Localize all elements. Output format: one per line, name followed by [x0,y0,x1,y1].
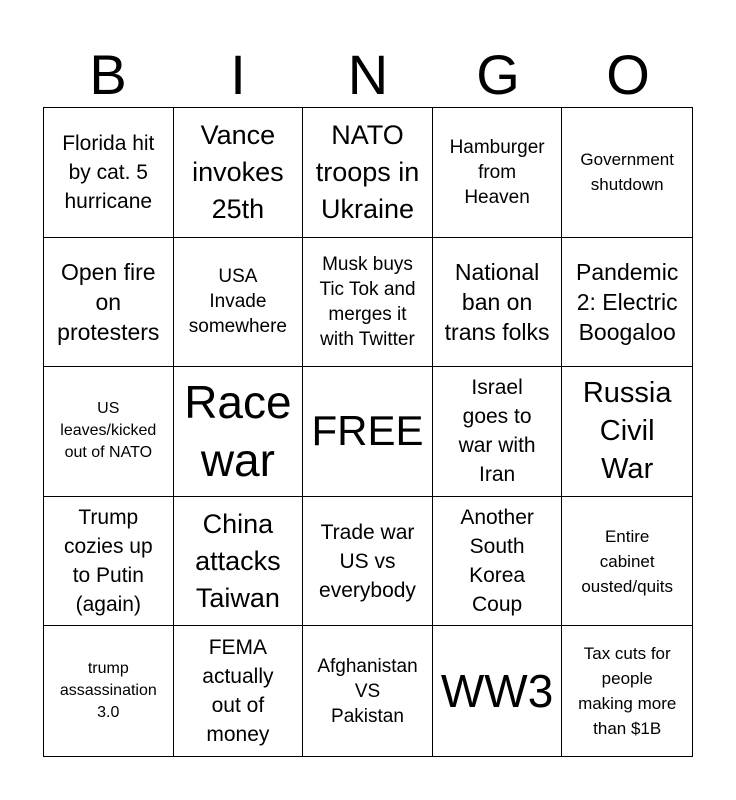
bingo-cell [433,497,563,627]
bingo-cell [174,497,304,627]
header-letter-i: I [230,43,246,106]
cell-text: Musk buys Tic Tok and merges it with Twitter [319,253,416,350]
bingo-cell [433,367,563,497]
cell-text: trump assassination 3.0 [59,660,157,722]
bingo-cell [562,497,692,627]
header-letter-b: B [89,43,127,106]
bingo-cell [44,367,174,497]
bingo-cell [174,108,304,238]
cell-text: Trump cozies up to Putin (again) [63,506,153,617]
cell-text: WW3 [440,665,554,718]
bingo-cell [433,108,563,238]
bingo-cell [303,497,433,627]
bingo-cell [44,108,174,238]
header-letter-n: N [347,43,389,106]
bingo-cell [174,238,304,368]
cell-text: Entire cabinet ousted/quits [581,526,674,596]
cell-text: Another South Korea Coup [460,506,534,617]
bingo-cell [303,626,433,756]
cell-text: Trade war US vs everybody [319,520,416,602]
bingo-cell [174,626,304,756]
cell-text: Open fire on protesters [57,258,160,345]
bingo-cell [562,108,692,238]
header-letter-g: G [476,43,520,106]
header-letter-o: O [606,43,650,106]
cell-text: US leaves/kicked out of NATO [60,400,157,462]
cell-text: Florida hit by cat. 5 hurricane [62,131,155,213]
bingo-cell [303,238,433,368]
cell-text: National ban on trans folks [444,258,550,345]
cell-text: Government shutdown [580,150,674,195]
cell-text: China attacks Taiwan [195,508,281,613]
bingo-cell [562,367,692,497]
bingo-cell [562,238,692,368]
free-space-label: FREE [311,407,424,455]
cell-text: Race war [184,376,292,487]
cell-text: FEMA actually out of money [202,636,274,747]
bingo-cell [44,238,174,368]
cell-text: Russia Civil War [582,377,672,486]
bingo-grid [43,107,693,757]
cell-text: Israel goes to war with Iran [458,376,536,487]
bingo-cell [433,238,563,368]
bingo-header [43,42,693,108]
cell-text: USA Invade somewhere [188,266,287,338]
bingo-cell [174,367,304,497]
cell-text: NATO troops in Ukraine [315,119,420,224]
cell-text: Pandemic 2: Electric Boogaloo [576,258,679,345]
cell-text: Vance invokes 25th [192,119,284,224]
bingo-cell [303,108,433,238]
bingo-cell [44,626,174,756]
bingo-free-cell [303,367,433,497]
bingo-cell [562,626,692,756]
cell-text: Hamburger from Heaven [449,136,545,208]
cell-text: Afghanistan VS Pakistan [317,655,418,727]
cell-text: Tax cuts for people making more than $1B [578,644,677,739]
bingo-cell [44,497,174,627]
bingo-cell [433,626,563,756]
